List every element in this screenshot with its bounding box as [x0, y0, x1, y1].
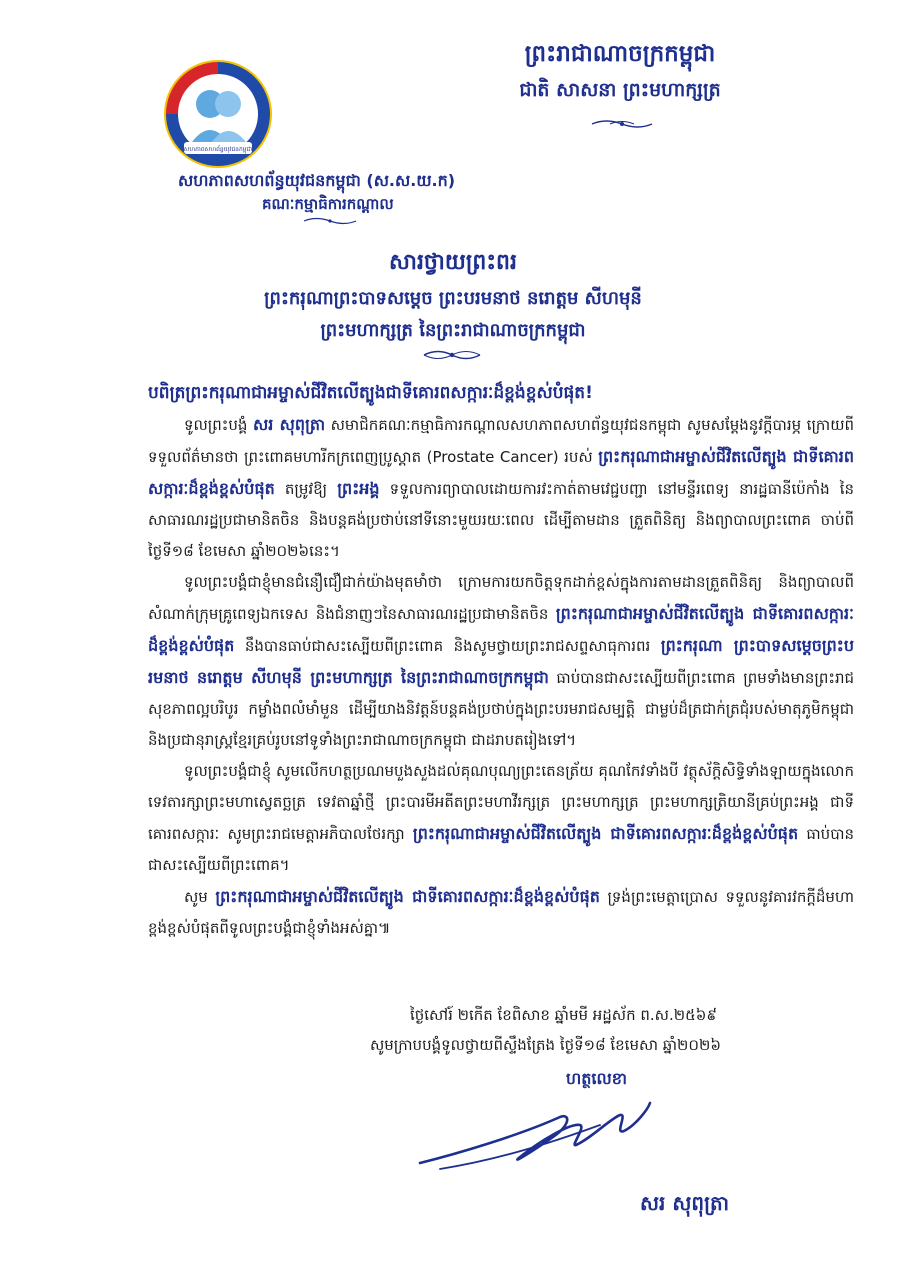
- title-ornament-icon: [420, 348, 484, 362]
- org-subtitle: គណៈកម្មាធិការកណ្ដាល: [262, 195, 394, 213]
- text: សមាជិកគណៈកម្មាធិការកណ្ដាលសហភាពសហព័ន្ធយុវជនកម្ពុជា សូមសម្ដែងនូវក្ដីបារម្ភ ក្រោយពីទទួលព័ត៌មានថា ព្រះពោគមហារីកក្រពេញប្រូស្តាត (Prostate Cancer) របស់: [148, 416, 854, 466]
- page-title: សារថ្វាយព្រះពរ: [389, 250, 517, 275]
- handwritten-signature-icon: [400, 1095, 660, 1205]
- letter-body: [148, 378, 854, 944]
- royal-full-title: ព្រះករុណា ព្រះបាទសម្ដេចព្រះបរមនាថ នរោត្តម សីហមុនី ព្រះមហាក្សត្រ នៃព្រះរាជាណាចក្រកម្ពុជា: [148, 636, 854, 687]
- text: ធាប់បានជាសះស្បើយពីព្រះពោគ ព្រមទាំងមានព្រះរាជសុខភាពល្អបរិបូរ កម្លាំងពលំមាំមួន ដើម្បីយាងនិវត្តន៍បន្តគង់ប្រថាប់ក្នុងព្រះបរមរាជសម្បត្តិ ជាម្លប់ដ៏ត្រជាក់ត្រជុំរបស់មាតុភូមិកម្ពុជា និងប្រជានុរាស្ត្រខ្មែរគ្រប់រូបនៅទូទាំងព្រះរាជាណាចក្រកម្ពុជា ជាដរាបតរៀងទៅ។: [148, 669, 854, 749]
- kingdom-heading: ព្រះរាជាណាចក្រកម្ពុជា: [524, 41, 716, 67]
- paragraph-2: [148, 567, 854, 756]
- paragraph-1: [148, 409, 854, 567]
- text: នឹងបានធាប់ជាសះស្បើយពីព្រះពោគ និងសូមថ្វាយព្រះរាជសព្ទសាធុការពរ: [234, 637, 661, 655]
- royal-title: ព្រះករុណាជាអម្ចាស់ជីវិតលើត្បូង ជាទីគោរពសក្ការៈដ៏ខ្ពង់ខ្ពស់បំផុត: [215, 887, 600, 906]
- author-name: សរ សុពុត្រា: [253, 415, 326, 434]
- org-name: សហភាពសហព័ន្ធយុវជនកម្ពុជា (ស.ស.យ.ក): [178, 171, 456, 190]
- org-logo: [162, 58, 274, 170]
- text: ទូលព្រះបង្គំ: [184, 416, 253, 434]
- paragraph-4: [148, 881, 854, 944]
- text: សូម: [184, 888, 216, 906]
- text: ធាប់បានជាសះស្បើយពីព្រះពោគ។: [148, 825, 854, 874]
- salutation: បពិត្រព្រះករុណាជាអម្ចាស់ជីវិតលើត្បូងជាទីគោរពសក្ការៈដ៏ខ្ពង់ខ្ពស់បំផុត!: [148, 383, 593, 403]
- text: តម្រូវឱ្យ: [274, 480, 338, 498]
- royal-title: ព្រះករុណាជាអម្ចាស់ជីវិតលើត្បូង ជាទីគោរពសក្ការៈដ៏ខ្ពង់ខ្ពស់បំផុត: [148, 447, 854, 498]
- svg-text:សហភាពសហព័ន្ធយុវជនកម្ពុជា: សហភាពសហព័ន្ធយុវជនកម្ពុជា: [183, 146, 253, 153]
- title-line-2: ព្រះមហាក្សត្រ នៃព្រះរាជាណាចក្រកម្ពុជា: [320, 320, 586, 341]
- royal-pronoun: ព្រះអង្គ: [337, 479, 380, 498]
- text: ទទួលការព្យាបាលដោយការវះកាត់តាមវេជ្ជបញ្ជា នៅមន្ទីរពេទ្យ នារដ្ឋធានីប៉េកាំង នៃសាធារណរដ្ឋប្រជាមានិតចិន និងបន្តគង់ប្រថាប់នៅទីនោះមួយរយៈពេល ដើម្បីតាមដាន ត្រួតពិនិត្យ និងព្យាបាលព្រះពោគ ចាប់ពីថ្ងៃទី១៨ ខែមេសា ឆ្នាំ២០២៦នេះ។: [148, 480, 854, 560]
- text: ទ្រង់ព្រះមេត្តាប្រោស ទទួលនូវគារវកក្ដីដ៏មហាខ្ពង់ខ្ពស់បំផុតពីទូលព្រះបង្គំជាខ្ញុំទាំងអស់គ្នា៕: [148, 888, 854, 937]
- solar-date: សូមក្រាបបង្គំទូលថ្វាយពីស្ទឹងត្រែង ថ្ងៃទី១៨ ខែមេសា ឆ្នាំ២០២៦: [370, 1036, 721, 1054]
- national-motto: ជាតិ សាសនា ព្រះមហាក្សត្រ: [519, 79, 721, 101]
- signer-name: សរ សុពុត្រា: [640, 1191, 730, 1215]
- motto-ornament-icon: [590, 118, 654, 130]
- royal-title: ព្រះករុណាជាអម្ចាស់ជីវិតលើត្បូង ជាទីគោរពសក្ការៈដ៏ខ្ពង់ខ្ពស់បំផុត: [148, 604, 854, 655]
- royal-title: ព្រះករុណាជាអម្ចាស់ជីវិតលើត្បូង ជាទីគោរពសក្ការៈដ៏ខ្ពង់ខ្ពស់បំផុត: [412, 824, 799, 843]
- paragraph-3: [148, 756, 854, 881]
- text: ទូលព្រះបង្គំជាខ្ញុំ សូមលើកហត្ថប្រណមបួងសួងដល់គុណបុណ្យព្រះតេនត្រ័យ គុណកែវទាំងបី វត្ថុស័ក្ដិសិទ្ធិទាំងឡាយក្នុងលោក ទេវតារក្សាព្រះមហាស្វេតច្ឆត្រ ទេវតាឆ្នាំថ្មី ព្រះបារមីអតីតព្រះមហាវីរក្សត្រ ព្រះមហាក្សត្រ ព្រះមហាក្សត្រិយានីគ្រប់ព្រះអង្គ ជាទីគោរពសក្ការៈ សូមព្រះរាជមេត្តាអភិបាលថែរក្សា: [148, 762, 854, 843]
- divider-ornament-icon: [302, 216, 358, 226]
- title-line-1: ព្រះករុណាព្រះបាទសម្ដេច ព្រះបរមនាថ នរោត្តម សីហមុនី: [264, 288, 642, 309]
- lunar-date: ថ្ងៃសៅរ៍ ២កើត ខែពិសាខ ឆ្នាំមមី អដ្ឋស័ក ព.ស.២៥៦៩: [410, 1006, 717, 1024]
- signature-label: ហត្ថលេខា: [566, 1069, 627, 1088]
- text: ទូលព្រះបង្គំជាខ្ញុំមានជំនឿជឿជាក់យ៉ាងមុតមាំថា ក្រោមការយកចិត្តទុកដាក់ខ្ពស់ក្នុងការតាមដានត្រួតពិនិត្យ និងព្យាបាលពីសំណាក់ក្រុមគ្រូពេទ្យឯកទេស និងជំនាញៗនៃសាធារណរដ្ឋប្រជាមានិតចិន: [148, 573, 854, 623]
